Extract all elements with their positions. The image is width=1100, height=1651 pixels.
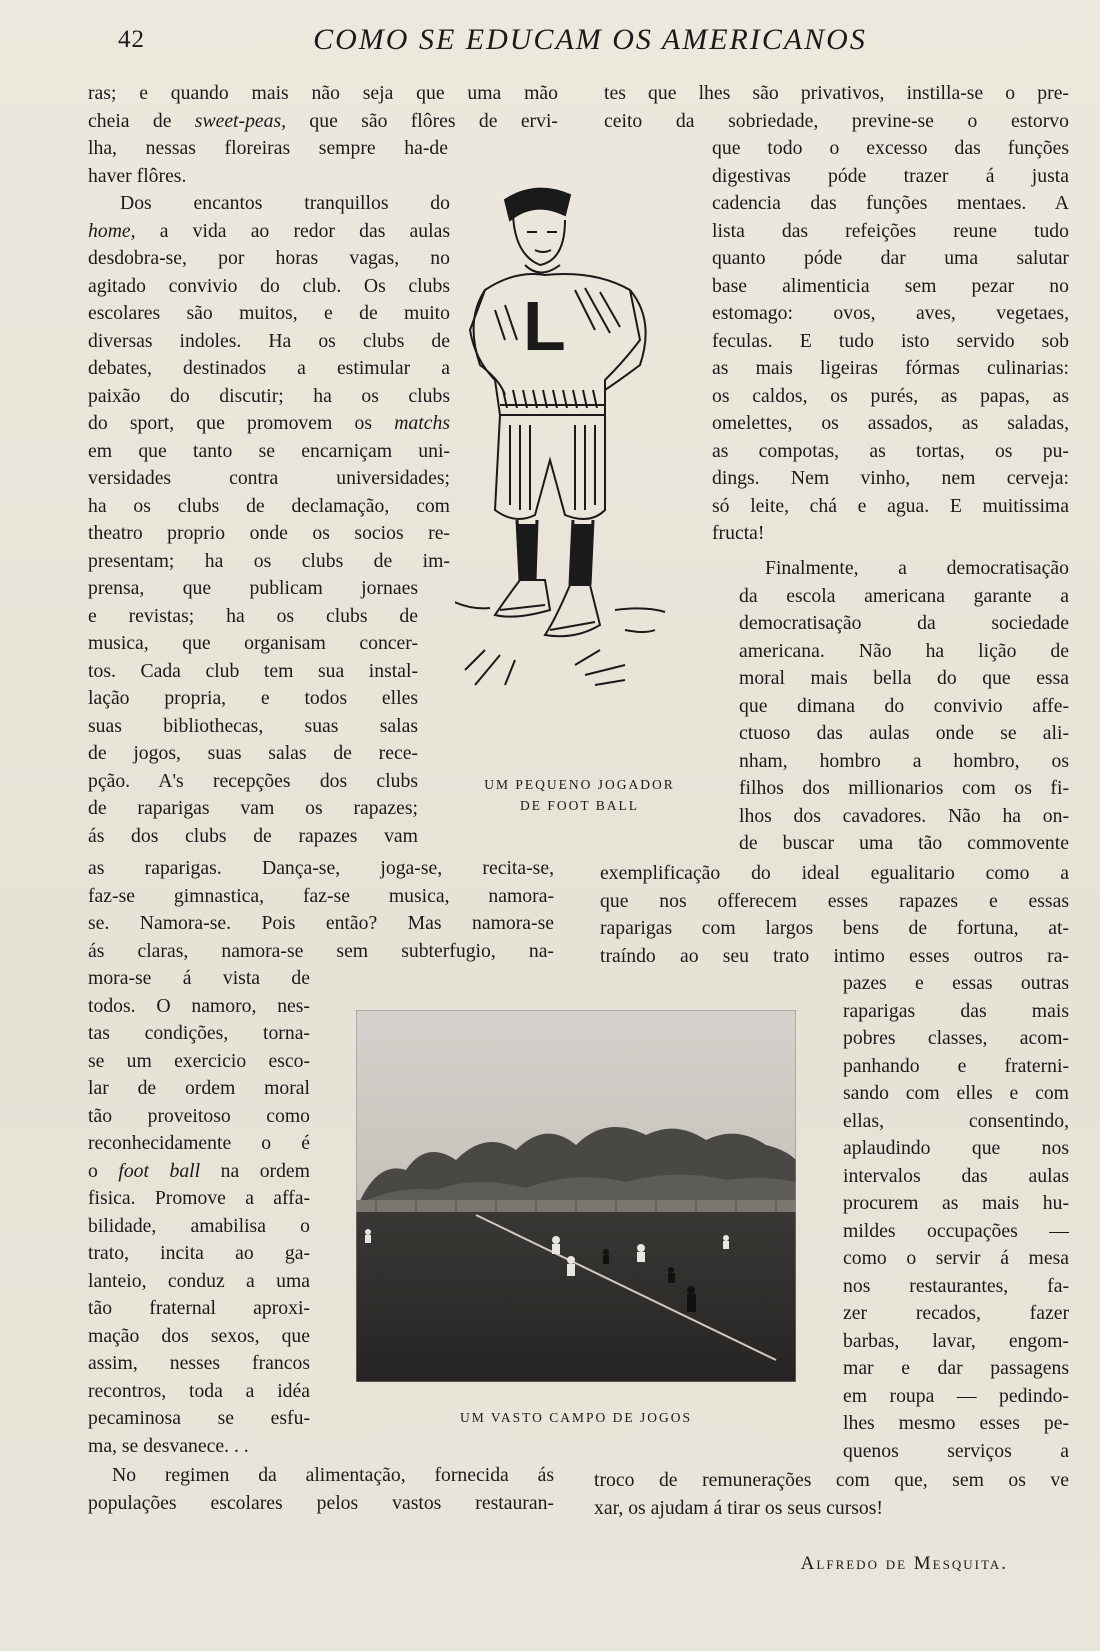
text-line: ctuoso das aulas onde se ali- (739, 722, 1069, 744)
text-line: presentam; ha os clubs de im- (88, 549, 450, 572)
text-line: os caldos, os purés, as papas, as (712, 384, 1069, 407)
text-line: as raparigas. Dança-se, joga-se, recita-se, (88, 857, 554, 879)
text-line: mora-se á vista de (88, 967, 310, 989)
text-line: No regimen da alimentação, fornecida ás (112, 1464, 554, 1486)
text-line: pção. A's recepções dos clubs (88, 769, 418, 792)
text-line: quenos serviços a (843, 1439, 1069, 1462)
text-line: de raparigas vam os rapazes; (88, 797, 418, 819)
text-line: que nos offerecem esses rapazes e essas (600, 889, 1069, 912)
text-line: ma, se desvanece. . . (88, 1434, 249, 1457)
text-line: digestivas póde trazer á justa (712, 164, 1069, 187)
text-line: populações escolares pelos vastos restauran- (88, 1491, 554, 1514)
text-line: ha os clubs de declamação, com (88, 494, 450, 517)
text-line: feculas. E tudo isto servido sob (712, 329, 1069, 352)
text-line: musica, que organisam concer- (88, 632, 418, 654)
text-line: aplaudindo que nos (843, 1137, 1069, 1159)
text-line: barbas, lavar, engom- (843, 1329, 1069, 1352)
text-line: como o servir á mesa (843, 1247, 1069, 1269)
text-line: mação dos sexos, que (88, 1324, 310, 1347)
text-line: em roupa — pedindo- (843, 1384, 1069, 1407)
text-line: troco de remunerações com que, sem os ve (594, 1469, 1069, 1491)
text-line: pazes e essas outras (843, 972, 1069, 994)
left-column-top (88, 80, 558, 190)
text-line: estomago: ovos, aves, vegetaes, (712, 302, 1069, 324)
text-line: base alimenticia sem pezar no (712, 274, 1069, 297)
photo-caption: UM VASTO CAMPO DE JOGOS (459, 1410, 693, 1425)
text-line: cadencia das funções mentaes. A (712, 192, 1069, 214)
text-line: escolares são muitos, e de muito (88, 302, 450, 324)
text-line: pecaminosa se esfu- (88, 1407, 310, 1429)
text-line: da escola americana garante a (739, 584, 1069, 607)
playing-field-photo (356, 1010, 796, 1382)
text-line: trato, incita ao ga- (88, 1242, 310, 1264)
right-column-end (594, 1467, 1069, 1522)
left-column-bottom (88, 965, 310, 1460)
text-line: omelettes, os assados, as saladas, (712, 412, 1069, 434)
text-line: se um exercicio esco- (88, 1049, 310, 1072)
text-line: todos. O namoro, nes- (88, 994, 310, 1017)
text-line: mildes occupações — (843, 1219, 1069, 1242)
text-line: paixão do discutir; ha os clubs (88, 384, 450, 407)
text-line: assim, nesses francos (88, 1352, 310, 1374)
running-title: COMO SE EDUCAM OS AMERICANOS (313, 23, 867, 56)
text-line: tas condições, torna- (88, 1022, 310, 1044)
football-player-drawing (455, 180, 705, 780)
text-line: se. Namora-se. Pois então? Mas namora-se (88, 912, 554, 934)
text-line: filhos dos millionarios com os fi- (739, 777, 1069, 799)
right-column-democracy (739, 555, 1069, 858)
text-line: tes que lhes são privativos, instilla-se o pre- (604, 82, 1069, 104)
text-line: em que tanto se encarniçam uni- (88, 439, 450, 462)
drawing-caption-line: UM PEQUENO JOGADOR (484, 777, 675, 792)
left-column-end (88, 1462, 554, 1517)
text-line: que dimana do convivio affe- (739, 694, 1069, 717)
text-line: Dos encantos tranquillos do (120, 192, 450, 214)
text-line: americana. Não ha lição de (739, 639, 1069, 662)
left-column-mid (88, 855, 554, 965)
text-line: faz-se gimnastica, faz-se musica, namora- (88, 884, 554, 907)
text-line: lhos dos cavadores. Não ha on- (739, 804, 1069, 827)
text-line: haver flôres. (88, 164, 187, 187)
text-line: lar de ordem moral (88, 1077, 310, 1099)
drawing-caption-line: DE FOOT BALL (519, 798, 639, 813)
page-header (0, 20, 1100, 60)
text-line: democratisação da sociedade (739, 612, 1069, 634)
text-line: mar e dar passagens (843, 1357, 1069, 1379)
text-line: prensa, que publicam jornaes (88, 577, 418, 599)
text-line: zer recados, fazer (843, 1302, 1069, 1324)
text-line: theatro proprio onde os socios re- (88, 522, 450, 544)
text-line: raparigas das mais (843, 999, 1069, 1022)
text-line: ceito da sobriedade, previne-se o estorvo (604, 109, 1069, 132)
text-line: só leite, chá e agua. E muitissima (712, 494, 1069, 517)
text-line: raparigas com largos bens de fortuna, at- (600, 917, 1069, 939)
text-line: fisica. Promove a affa- (88, 1187, 310, 1209)
text-line: reconhecidamente o é (88, 1132, 310, 1154)
text-line: lhes mesmo esses pe- (843, 1412, 1069, 1434)
text-line: panhando e fraterni- (843, 1054, 1069, 1077)
text-line: ás claras, namora-se sem subterfugio, na- (88, 939, 554, 962)
page-number: 42 (118, 26, 145, 53)
left-column-clubs (88, 190, 450, 850)
text-line: exemplificação do ideal egualitario como a (600, 862, 1069, 884)
text-line: pobres classes, acom- (843, 1027, 1069, 1049)
text-line: quanto póde dar uma salutar (712, 247, 1069, 269)
text-line: nham, hombro a hombro, os (739, 749, 1069, 772)
text-line: agitado convivio do club. Os clubs (88, 274, 450, 297)
text-line: procurem as mais hu- (843, 1192, 1069, 1214)
text-line: debates, destinados a estimular a (88, 357, 450, 379)
text-line: dings. Nem vinho, nem cerveja: (712, 467, 1069, 489)
text-line: tos. Cada club tem sua instal- (88, 659, 418, 682)
right-column-bottom (843, 970, 1069, 1465)
text-line: diversas indoles. Ha os clubs de (88, 329, 450, 352)
text-line: ras; e quando mais não seja que uma mão (88, 82, 558, 104)
text-line: recontros, toda a idéa (88, 1379, 310, 1402)
text-line: bilidade, amabilisa o (88, 1214, 310, 1237)
text-line: ellas, consentindo, (843, 1109, 1069, 1132)
text-line: ás dos clubs de rapazes vam (88, 824, 418, 847)
text-line: intervalos das aulas (843, 1164, 1069, 1187)
right-column-mid (600, 860, 1069, 970)
text-line: as compotas, as tortas, os pu- (712, 439, 1069, 462)
sweater-letter: L (523, 287, 566, 365)
text-line: fructa! (712, 522, 765, 544)
text-line: desdobra-se, por horas vagas, no (88, 247, 450, 269)
text-line: o foot ball na ordem (88, 1159, 310, 1182)
right-column-food (712, 135, 1069, 548)
text-line: nos restaurantes, fa- (843, 1274, 1069, 1297)
text-line: tão fraternal aproxi- (88, 1297, 310, 1319)
text-line: lista das refeições reune tudo (712, 219, 1069, 242)
text-line: cheia de sweet-peas, que são flôres de ervi- (88, 109, 558, 132)
text-line: lanteio, conduz a uma (88, 1269, 310, 1292)
text-line: xar, os ajudam á tirar os seus cursos! (594, 1496, 883, 1519)
text-line: suas bibliothecas, suas salas (88, 714, 418, 737)
text-line: de buscar uma tão commovente (739, 832, 1069, 854)
text-line: Finalmente, a democratisação (765, 557, 1069, 579)
text-line: versidades contra universidades; (88, 467, 450, 489)
author-signature: Alfredo de Mesquita. (800, 1553, 1008, 1574)
text-line: lação propria, e todos elles (88, 687, 418, 709)
text-line: sando com elles e com (843, 1082, 1069, 1104)
text-line: home, a vida ao redor das aulas (88, 219, 450, 242)
text-line: do sport, que promovem os matchs (88, 412, 450, 434)
right-column-top (604, 80, 1069, 135)
text-line: lha, nessas floreiras sempre ha-de (88, 137, 448, 159)
drawing-caption (462, 774, 697, 816)
player-illustration (455, 180, 705, 780)
text-line: e revistas; ha os clubs de (88, 604, 418, 627)
field-photo-image (356, 1010, 796, 1382)
text-line: traíndo ao seu trato intimo esses outros ra- (600, 944, 1069, 967)
text-line: de jogos, suas salas de rece- (88, 742, 418, 764)
text-line: tão proveitoso como (88, 1104, 310, 1127)
text-line: que todo o excesso das funções (712, 137, 1069, 159)
text-line: as mais ligeiras fórmas culinarias: (712, 357, 1069, 379)
text-line: moral mais bella do que essa (739, 667, 1069, 689)
